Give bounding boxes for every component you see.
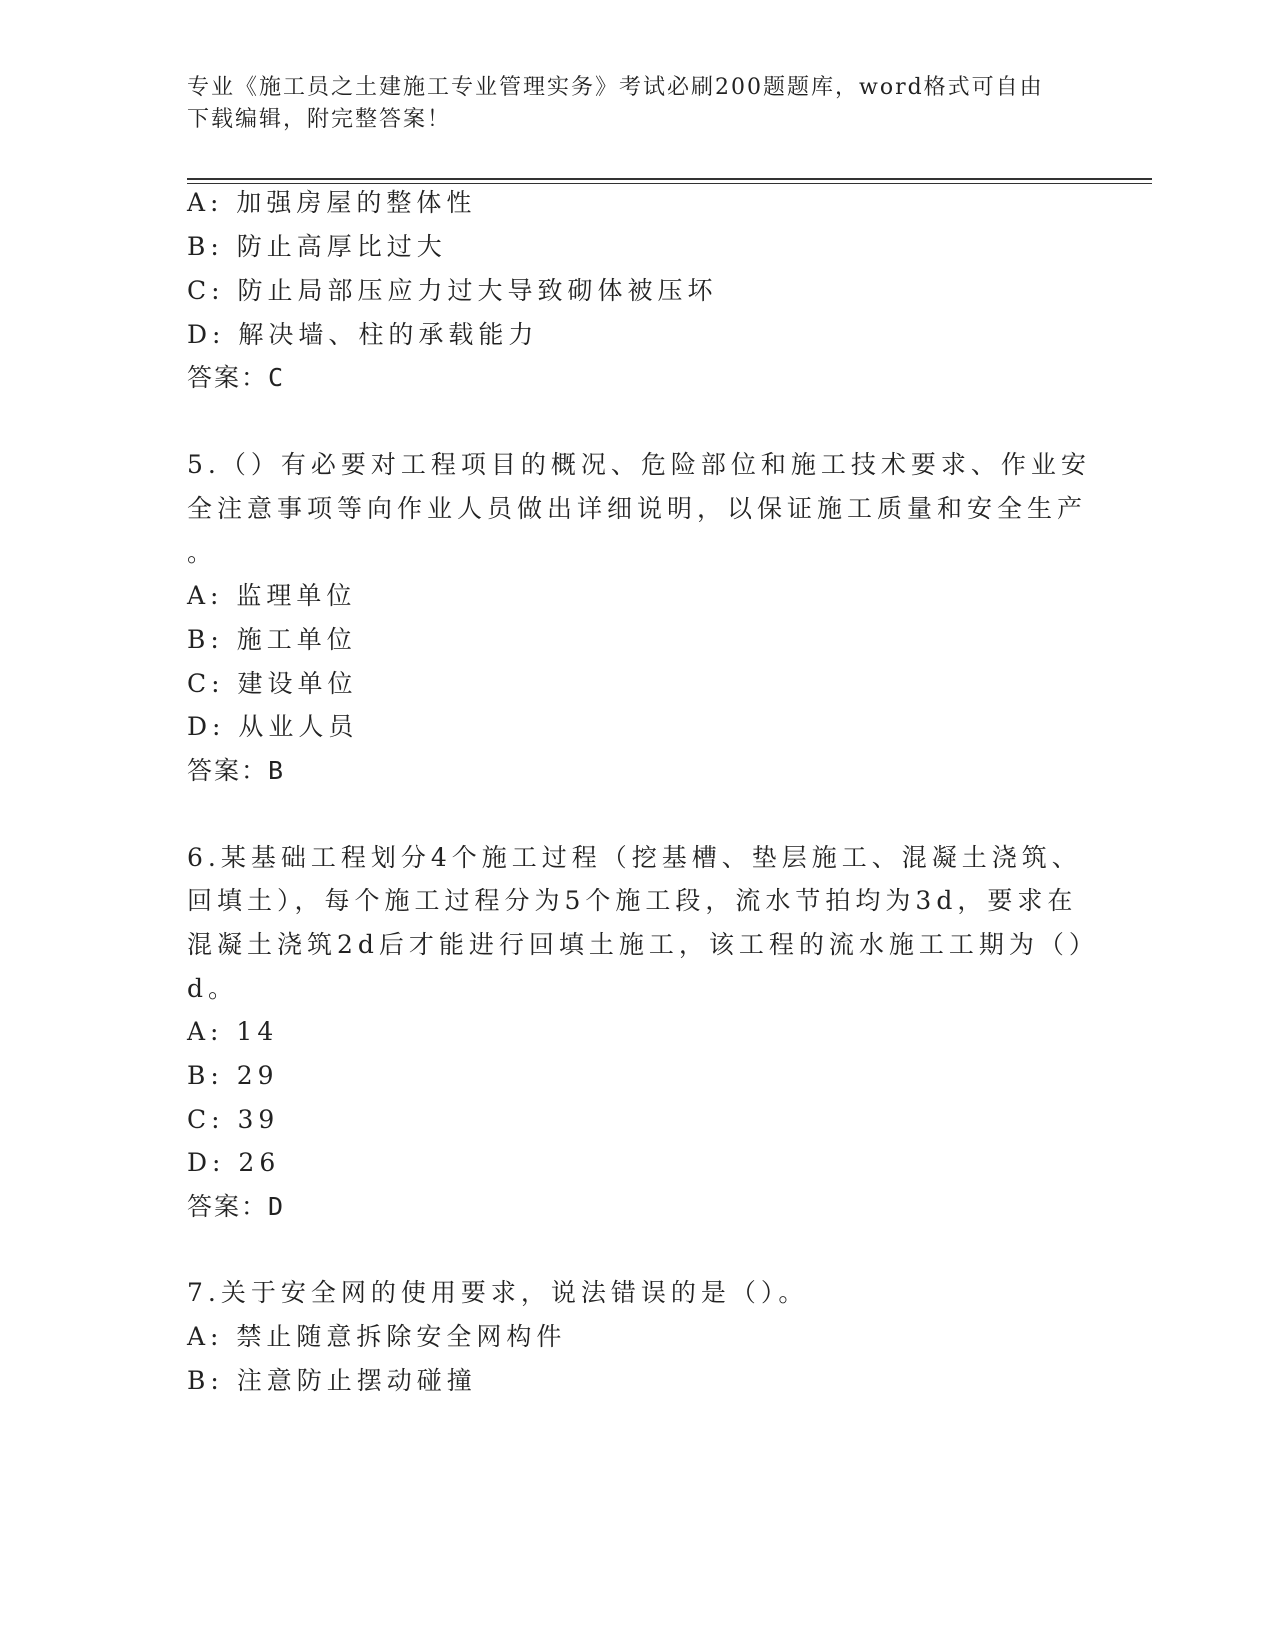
header-line-1: 专业《施工员之土建施工专业管理实务》考试必刷200题题库，word格式可自由: [187, 75, 1044, 100]
q5-option-b: B: 施工单位: [187, 625, 357, 654]
q5-stem-line-3: 。: [187, 538, 218, 567]
q5-option-d: D: 从业人员: [187, 712, 359, 741]
q6-option-d: D: 26: [187, 1148, 281, 1177]
q6-option-a: A: 14: [187, 1017, 279, 1046]
q5-stem-line-2: 全注意事项等向作业人员做出详细说明，以保证施工质量和安全生产: [187, 494, 1088, 523]
q6-option-c: C: 39: [187, 1105, 280, 1134]
q6-stem-line-4: d。: [187, 974, 239, 1003]
q5-option-c: C: 建设单位: [187, 669, 358, 698]
q4-answer-label: 答案：: [187, 363, 269, 392]
q7-option-b: B: 注意防止摆动碰撞: [187, 1366, 477, 1395]
q6-answer-label: 答案：: [187, 1192, 269, 1221]
q6-stem-line-3: 混凝土浇筑2d后才能进行回填土施工，该工程的流水施工工期为（）: [187, 930, 1099, 959]
q5-stem-line-1: 5.（）有必要对工程项目的概况、危险部位和施工技术要求、作业安: [187, 450, 1091, 479]
q4-option-b: B: 防止高厚比过大: [187, 232, 447, 261]
q5-option-a: A: 监理单位: [187, 581, 357, 610]
header-line-2: 下载编辑，附完整答案！: [187, 107, 452, 132]
q5-answer-value: B: [268, 756, 284, 785]
q4-answer: [187, 363, 283, 393]
q6-answer: [187, 1192, 283, 1222]
q6-stem-line-2: 回填土），每个施工过程分为5个施工段，流水节拍均为3d，要求在: [187, 886, 1078, 915]
header-divider-thin: [187, 183, 1152, 184]
q7-option-a: A: 禁止随意拆除安全网构件: [187, 1322, 567, 1351]
document-header: [187, 72, 1067, 136]
q4-option-a: A: 加强房屋的整体性: [187, 188, 477, 217]
q6-option-b: B: 29: [187, 1061, 279, 1090]
q4-option-c: C: 防止局部压应力过大导致砌体被压坏: [187, 276, 718, 305]
header-divider-thick: [187, 178, 1152, 180]
q6-stem-line-1: 6.某基础工程划分4个施工过程（挖基槽、垫层施工、混凝土浇筑、: [187, 843, 1082, 872]
q5-answer: [187, 756, 283, 786]
q4-option-d: D: 解决墙、柱的承载能力: [187, 320, 539, 349]
q5-answer-label: 答案：: [187, 756, 269, 785]
q7-stem-line-1: 7.关于安全网的使用要求，说法错误的是（）。: [187, 1278, 809, 1307]
q6-answer-value: D: [268, 1192, 284, 1221]
q4-answer-value: C: [268, 363, 284, 392]
